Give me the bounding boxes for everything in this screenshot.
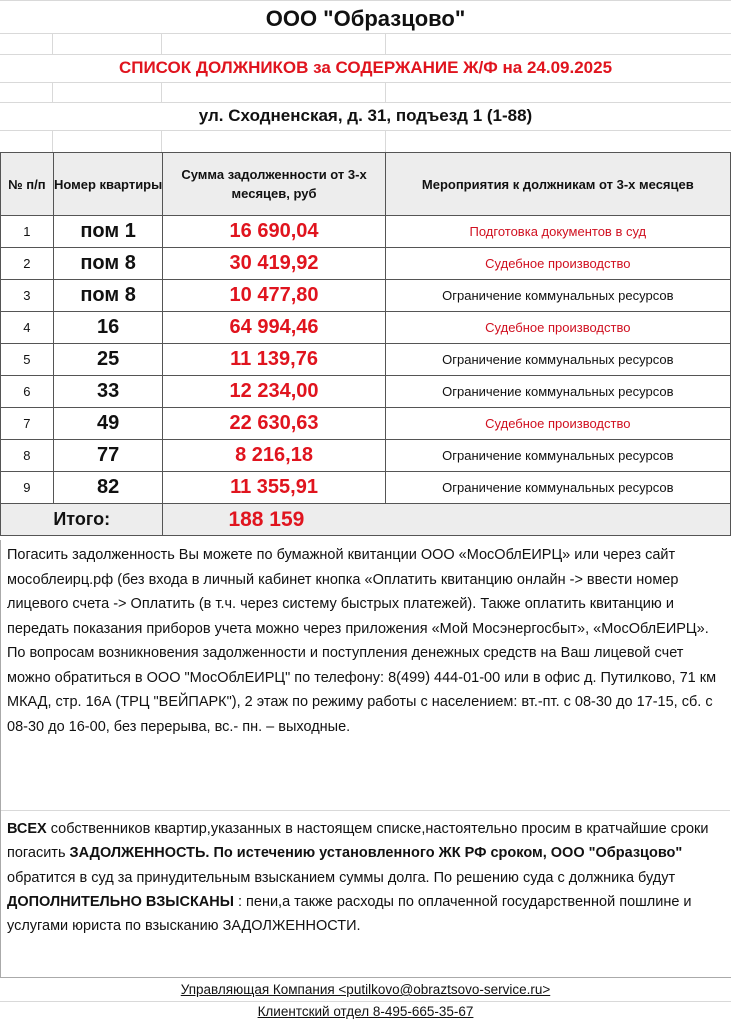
table-header-row xyxy=(1,153,731,216)
apartment-number: 33 xyxy=(53,376,163,408)
building-address: ул. Сходненская, д. 31, подъезд 1 (1-88) xyxy=(198,106,533,125)
grid-line xyxy=(0,977,731,978)
table-row xyxy=(1,408,731,440)
debt-action: Ограничение коммунальных ресурсов xyxy=(385,376,730,408)
apartment-number: 49 xyxy=(53,408,163,440)
apartment-number: пом 8 xyxy=(53,280,163,312)
grid-line xyxy=(0,1001,731,1002)
column-header-actions: Мероприятия к должникам от 3-х месяцев xyxy=(385,153,730,216)
debt-amount: 30 419,92 xyxy=(163,248,385,280)
table-row xyxy=(1,216,731,248)
grid-line xyxy=(161,82,162,102)
apartment-number: 25 xyxy=(53,344,163,376)
grid-line xyxy=(161,130,162,152)
table-row xyxy=(1,440,731,472)
debt-action: Ограничение коммунальных ресурсов xyxy=(385,280,730,312)
table-row xyxy=(1,312,731,344)
warning-bold-all: ВСЕХ xyxy=(7,821,47,837)
debt-action: Подготовка документов в суд xyxy=(385,216,730,248)
document-title: СПИСОК ДОЛЖНИКОВ за СОДЕРЖАНИЕ Ж/Ф на 24.09.2025 xyxy=(118,58,613,77)
row-number: 7 xyxy=(1,408,54,440)
debt-amount: 11 139,76 xyxy=(163,344,385,376)
warning-text-part: собственников квартир,указанных в настоящем списке,настоятельно просим в кратчайшие сроки погасить xyxy=(7,821,709,862)
row-number: 9 xyxy=(1,472,54,504)
grid-line xyxy=(0,0,731,1)
grid-line xyxy=(0,82,731,83)
row-number: 5 xyxy=(1,344,54,376)
grid-line xyxy=(52,82,53,102)
company-name: ООО "Образцово" xyxy=(265,6,466,31)
column-header-number: № п/п xyxy=(1,153,54,216)
total-value: 188 159 xyxy=(163,504,731,536)
grid-line xyxy=(0,102,731,103)
apartment-number: 77 xyxy=(53,440,163,472)
table-row xyxy=(1,344,731,376)
grid-line xyxy=(0,130,731,131)
row-number: 8 xyxy=(1,440,54,472)
client-department-phone[interactable]: Клиентский отдел 8-495-665-35-67 xyxy=(257,1004,474,1019)
table-row xyxy=(1,376,731,408)
grid-line xyxy=(52,130,53,152)
debt-amount: 10 477,80 xyxy=(163,280,385,312)
debt-amount: 11 355,91 xyxy=(163,472,385,504)
debt-action: Ограничение коммунальных ресурсов xyxy=(385,472,730,504)
row-number: 3 xyxy=(1,280,54,312)
debt-action: Судебное производство xyxy=(385,248,730,280)
grid-line xyxy=(0,54,731,55)
row-number: 2 xyxy=(1,248,54,280)
grid-line xyxy=(161,33,162,54)
warning-bold-debt: ЗАДОЛЖЕННОСТЬ. По истечению установленного ЖК РФ сроком, ООО "Образцово" xyxy=(69,845,683,862)
apartment-number: 82 xyxy=(53,472,163,504)
debt-action: Ограничение коммунальных ресурсов xyxy=(385,440,730,472)
grid-line xyxy=(385,130,386,152)
warning-text-part: : пени,а также расходы по оплаченной государственной пошлине и услугами юриста по взысканию ЗАДОЛЖЕННОСТИ. xyxy=(7,893,692,935)
contact-instructions: По вопросам возникновения задолженности и поступления денежных средств на Ваш лицевой счет можно обратиться в ООО "МосОблЕИРЦ" по телефону: 8(499) 444-01-00 или в офис д. Путилково, 71 км МКАД, стр. 16А (ТРЦ "ВЕЙПАРК"), 2 этаж по режиму работы с населением: вт.-пт. с 08-30 до 17-15, сб. с 08-30 до 16-00, без перерыва, вс.- пн. – выходные. xyxy=(7,645,717,735)
grid-line xyxy=(1,810,730,811)
grid-line xyxy=(0,33,731,34)
management-company-email-link[interactable]: Управляющая Компания <putilkovo@obraztsovo-service.ru> xyxy=(180,982,551,997)
grid-line xyxy=(52,33,53,54)
debt-action: Ограничение коммунальных ресурсов xyxy=(385,344,730,376)
apartment-number: пом 1 xyxy=(53,216,163,248)
debt-action: Судебное производство xyxy=(385,408,730,440)
payment-info-text xyxy=(7,543,725,739)
table-row xyxy=(1,248,731,280)
apartment-number: 16 xyxy=(53,312,163,344)
warning-bold-collected: ДОПОЛНИТЕЛЬНО ВЗЫСКАНЫ xyxy=(7,893,234,910)
debt-amount: 22 630,63 xyxy=(163,408,385,440)
debt-amount: 64 994,46 xyxy=(163,312,385,344)
column-header-debt-sum: Сумма задолженности от 3-х месяцев, руб xyxy=(163,153,385,216)
row-number: 1 xyxy=(1,216,54,248)
table-row xyxy=(1,280,731,312)
debtors-table xyxy=(0,152,731,536)
total-row xyxy=(1,504,731,536)
grid-line xyxy=(385,33,386,54)
warning-text xyxy=(7,817,725,938)
debt-action: Судебное производство xyxy=(385,312,730,344)
grid-line xyxy=(385,82,386,102)
apartment-number: пом 8 xyxy=(53,248,163,280)
row-number: 6 xyxy=(1,376,54,408)
payment-instructions: Погасить задолженность Вы можете по бумажной квитанции ООО «МосОблЕИРЦ» или через сайт мособлеирц.рф (без входа в личный кабинет кнопка «Оплатить квитанцию онлайн -> ввести номер лицевого счета -> Оплатить (в т.ч. через систему быстрых платежей). Также оплатить квитанцию и передать показания приборов учета можно через приложения «Мой Мосэнергосбыт», «МосОблЕИРЦ». xyxy=(7,547,709,637)
row-number: 4 xyxy=(1,312,54,344)
warning-text-part: обратится в суд за принудительным взысканием суммы долга. По решению суда с должника будут xyxy=(7,869,676,886)
column-header-apartment: Номер квартиры xyxy=(53,153,163,216)
debt-amount: 16 690,04 xyxy=(163,216,385,248)
total-label: Итого: xyxy=(1,504,163,536)
debt-amount: 8 216,18 xyxy=(163,440,385,472)
table-row xyxy=(1,472,731,504)
debt-amount: 12 234,00 xyxy=(163,376,385,408)
